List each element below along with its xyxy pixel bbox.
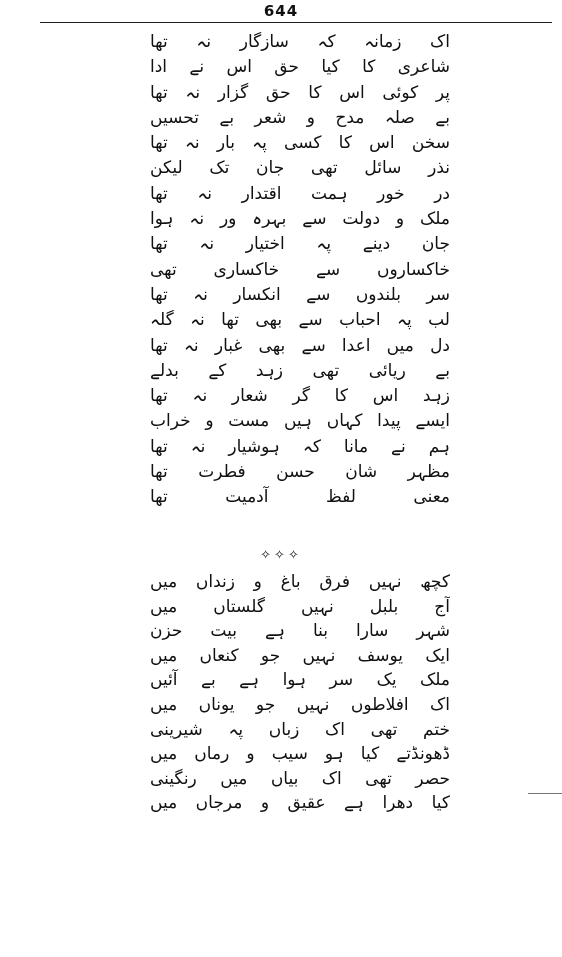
verse-line: لب پہ احباب سے بھی تھا نہ گلہ — [150, 310, 450, 331]
verse-line: در خور ہمت اقتدار نہ تھا — [150, 183, 450, 204]
verse-line: ڈھونڈتے کیا ہو سیب و رماں میں — [150, 744, 450, 765]
verse-line: بے ریائی تھی زہد کے بدلے — [150, 360, 450, 381]
verse-line: اک زمانہ کہ سازگار نہ تھا — [150, 32, 450, 52]
header-rule — [40, 22, 552, 23]
poem-stanza-1 — [150, 30, 450, 511]
verse-line: ملک و دولت سے بہرہ ور نہ ہوا — [150, 209, 450, 230]
verse-line: آج بلبل نہیں گلستاں میں — [150, 596, 450, 617]
margin-mark — [528, 793, 562, 794]
verse-line: بے صلہ مدح و شعر بے تحسیں — [150, 107, 450, 128]
verse-line: ختم تھی اک زباں پہ شیرینی — [150, 719, 450, 740]
verse-line: ہم نے مانا کہ ہوشیار نہ تھا — [150, 436, 450, 457]
verse-line: جان دینے پہ اختیار نہ تھا — [150, 234, 450, 255]
verse-line: پر کوئی اس کا حق گزار نہ تھا — [150, 82, 450, 103]
verse-line: زہد اس کا گر شعار نہ تھا — [150, 386, 450, 407]
verse-line: دل میں اعدا سے بھی غبار نہ تھا — [150, 335, 450, 356]
verse-line: ملک یک سر ہوا ہے بے آئیں — [150, 670, 450, 691]
verse-line: مظہر شان حسن فطرت تھا — [150, 462, 450, 483]
verse-line: معنی لفظ آدمیت تھا — [150, 487, 450, 508]
verse-line: شاعری کا کیا حق اس نے ادا — [150, 57, 450, 78]
verse-line: کیا دھرا ہے عقیق و مرجاں میں — [150, 793, 450, 814]
verse-line: نذر سائل تھی جان تک لیکن — [150, 158, 450, 179]
verse-line: ایسے پیدا کہاں ہیں مست و خراب — [150, 411, 450, 432]
poem-stanza-2 — [150, 570, 450, 816]
verse-line: ایک یوسف نہیں جو کنعاں میں — [150, 645, 450, 666]
verse-line: خاکساروں سے خاکساری تھی — [150, 259, 450, 280]
verse-line: حصر تھی اک بیاں میں رنگینی — [150, 768, 450, 789]
verse-line: شہر سارا بنا ہے بیت حزن — [150, 621, 450, 642]
verse-line: اک افلاطوں نہیں جو یوناں میں — [150, 694, 450, 715]
verse-line: کچھ نہیں فرق باغ و زنداں میں — [150, 572, 450, 592]
section-divider: ✧✧✧ — [260, 548, 302, 563]
verse-line: سخن اس کا کسی پہ بار نہ تھا — [150, 133, 450, 154]
verse-line: سر بلندوں سے انکسار نہ تھا — [150, 284, 450, 305]
page-number: 644 — [263, 2, 299, 20]
